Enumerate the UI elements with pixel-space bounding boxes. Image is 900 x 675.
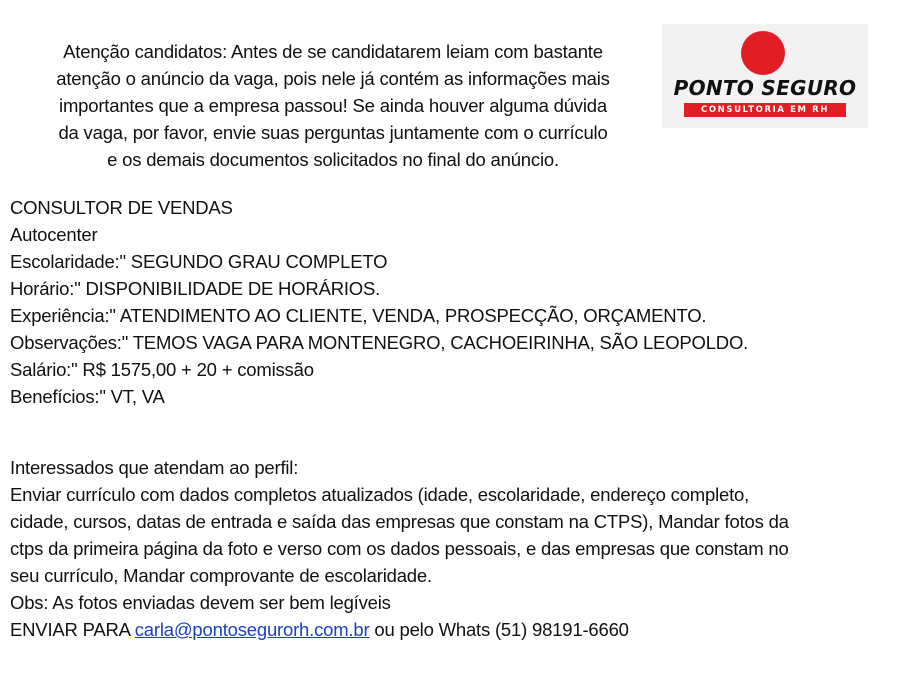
notice-line: e os demais documentos solicitados no final do anúncio. [107,149,559,170]
job-salario: Salário:" R$ 1575,00 + 20 + comissão [10,359,314,380]
job-observacoes: Observações:" TEMOS VAGA PARA MONTENEGRO, CACHOEIRINHA, SÃO LEOPOLDO. [10,332,749,353]
apply-body-line: cidade, cursos, datas de entrada e saída das empresas que constam na CTPS), Mandar fotos da [10,511,789,532]
job-title: CONSULTOR DE VENDAS [10,197,233,218]
apply-body-line: Enviar currículo com dados completos atualizados (idade, escolaridade, endereço completo, [10,484,750,505]
logo-brand-text: PONTO SEGURO [673,76,857,100]
send-prefix: ENVIAR PARA [10,619,135,640]
job-escolaridade: Escolaridade:" SEGUNDO GRAU COMPLETO [10,251,388,272]
job-company: Autocenter [10,224,98,245]
job-details [10,194,748,410]
ponto-seguro-logo [662,24,868,128]
send-suffix: ou pelo Whats (51) 98191-6660 [369,619,629,640]
job-horario: Horário:" DISPONIBILIDADE DE HORÁRIOS. [10,278,381,299]
apply-heading: Interessados que atendam ao perfil: [10,457,299,478]
apply-body-line: ctps da primeira página da foto e verso com os dados pessoais, e das empresas que constam no [10,538,789,559]
logo-tagline: CONSULTORIA EM RH [684,103,846,117]
notice-line: da vaga, por favor, envie suas perguntas juntamente com o currículo [58,122,608,143]
logo-red-circle-icon [741,31,785,75]
job-experiencia: Experiência:" ATENDIMENTO AO CLIENTE, VENDA, PROSPECÇÃO, ORÇAMENTO. [10,305,707,326]
notice-line: atenção o anúncio da vaga, pois nele já contém as informações mais [56,68,610,89]
apply-send-line [10,616,789,643]
apply-body-line: seu currículo, Mandar comprovante de escolaridade. [10,565,432,586]
job-beneficios: Benefícios:" VT, VA [10,386,165,407]
email-link[interactable]: carla@pontosegurorh.com.br [134,619,370,640]
notice-line: importantes que a empresa passou! Se ainda houver alguma dúvida [59,95,607,116]
notice-line: Atenção candidatos: Antes de se candidatarem leiam com bastante [63,41,603,62]
candidate-notice [8,38,658,173]
application-instructions [10,454,789,643]
apply-obs: Obs: As fotos enviadas devem ser bem legíveis [10,592,391,613]
